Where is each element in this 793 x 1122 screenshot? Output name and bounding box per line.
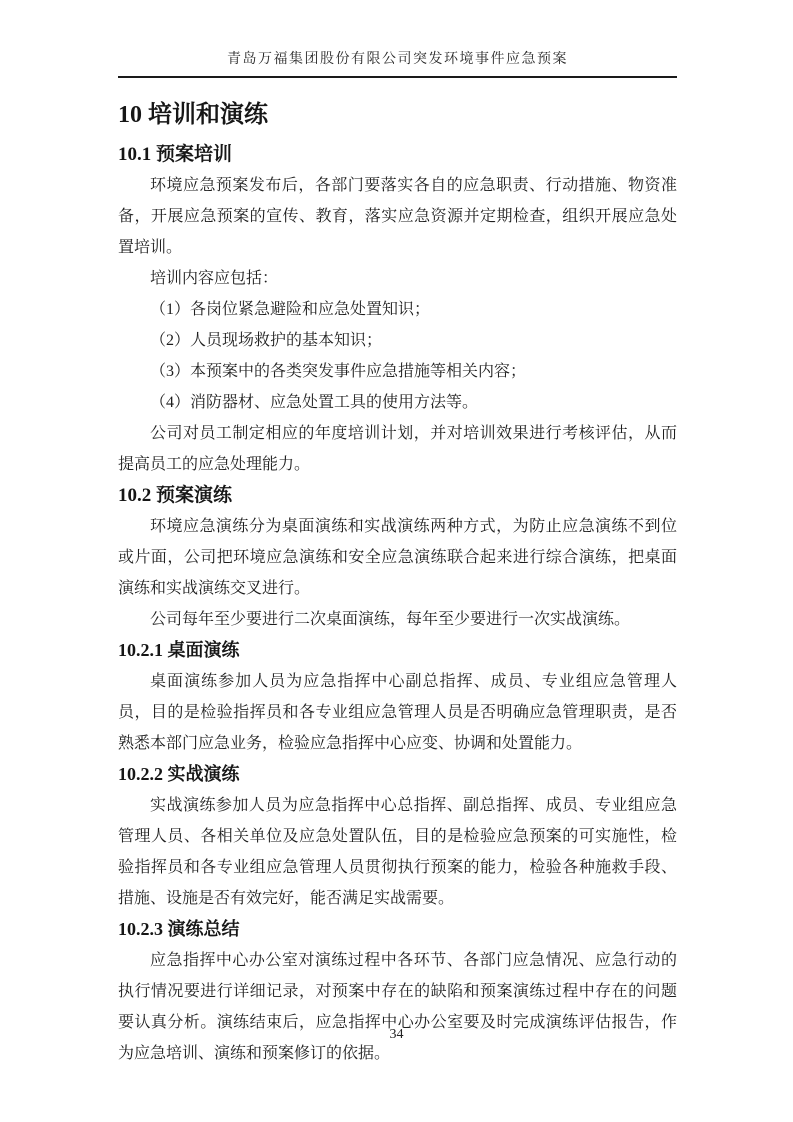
- list-item-paragraph: （4）消防器材、应急处置工具的使用方法等。: [150, 394, 479, 411]
- header-title: 青岛万福集团股份有限公司突发环境事件应急预案: [227, 52, 568, 67]
- paragraph: 实战演练参加人员为应急指挥中心总指挥、副总指挥、成员、专业组应急管理人员、各相关单位及应急处置队伍，目的是检验应急预案的可实施性，检验指挥员和各专业组应急管理人员贯彻执行预案的能力，检验各种施救手段、措施、设施是否有效完好，能否满足实战需要。: [118, 797, 677, 907]
- page-number: 34: [389, 1027, 404, 1042]
- paragraph: 应急指挥中心办公室对演练过程中各环节、各部门应急情况、应急行动的执行情况要进行详细记录，对预案中存在的缺陷和预案演练过程中存在的问题要认真分析。演练结束后，应急指挥中心办公室要及时完成演练评估报告，作为应急培训、演练和预案修订的依据。: [118, 952, 677, 1062]
- paragraph: 环境应急演练分为桌面演练和实战演练两种方式，为防止应急演练不到位或片面，公司把环境应急演练和安全应急演练联合起来进行综合演练，把桌面演练和实战演练交叉进行。: [118, 518, 677, 597]
- section-heading-10-1: 10.1 预案培训: [118, 144, 233, 165]
- chapter-heading: 10 培训和演练: [118, 102, 268, 128]
- paragraph: 环境应急预案发布后，各部门要落实各自的应急职责、行动措施、物资准备，开展应急预案的宣传、教育，落实应急资源并定期检查，组织开展应急处置培训。: [118, 177, 677, 256]
- paragraph: 公司对员工制定相应的年度培训计划，并对培训效果进行考核评估，从而提高员工的应急处理能力。: [118, 425, 677, 473]
- list-item-paragraph: （1）各岗位紧急避险和应急处置知识；: [150, 301, 431, 318]
- paragraph: 桌面演练参加人员为应急指挥中心副总指挥、成员、专业组应急管理人员，目的是检验指挥员和各专业组应急管理人员是否明确应急管理职责，是否熟悉本部门应急业务，检验应急指挥中心应变、协调和处置能力。: [118, 673, 677, 752]
- list-item-paragraph: （2）人员现场救护的基本知识；: [150, 332, 383, 349]
- list-item-paragraph: （3）本预案中的各类突发事件应急措施等相关内容；: [150, 363, 527, 380]
- document-body: [118, 97, 677, 1069]
- section-heading-10-2: 10.2 预案演练: [118, 485, 233, 506]
- paragraph: 培训内容应包括：: [150, 270, 279, 287]
- page-header: [118, 51, 677, 78]
- subsection-heading-10-2-3: 10.2.3 演练总结: [118, 919, 240, 939]
- page-footer: [0, 1025, 793, 1043]
- subsection-heading-10-2-1: 10.2.1 桌面演练: [118, 640, 240, 660]
- subsection-heading-10-2-2: 10.2.2 实战演练: [118, 764, 240, 784]
- paragraph: 公司每年至少要进行二次桌面演练，每年至少要进行一次实战演练。: [150, 611, 631, 628]
